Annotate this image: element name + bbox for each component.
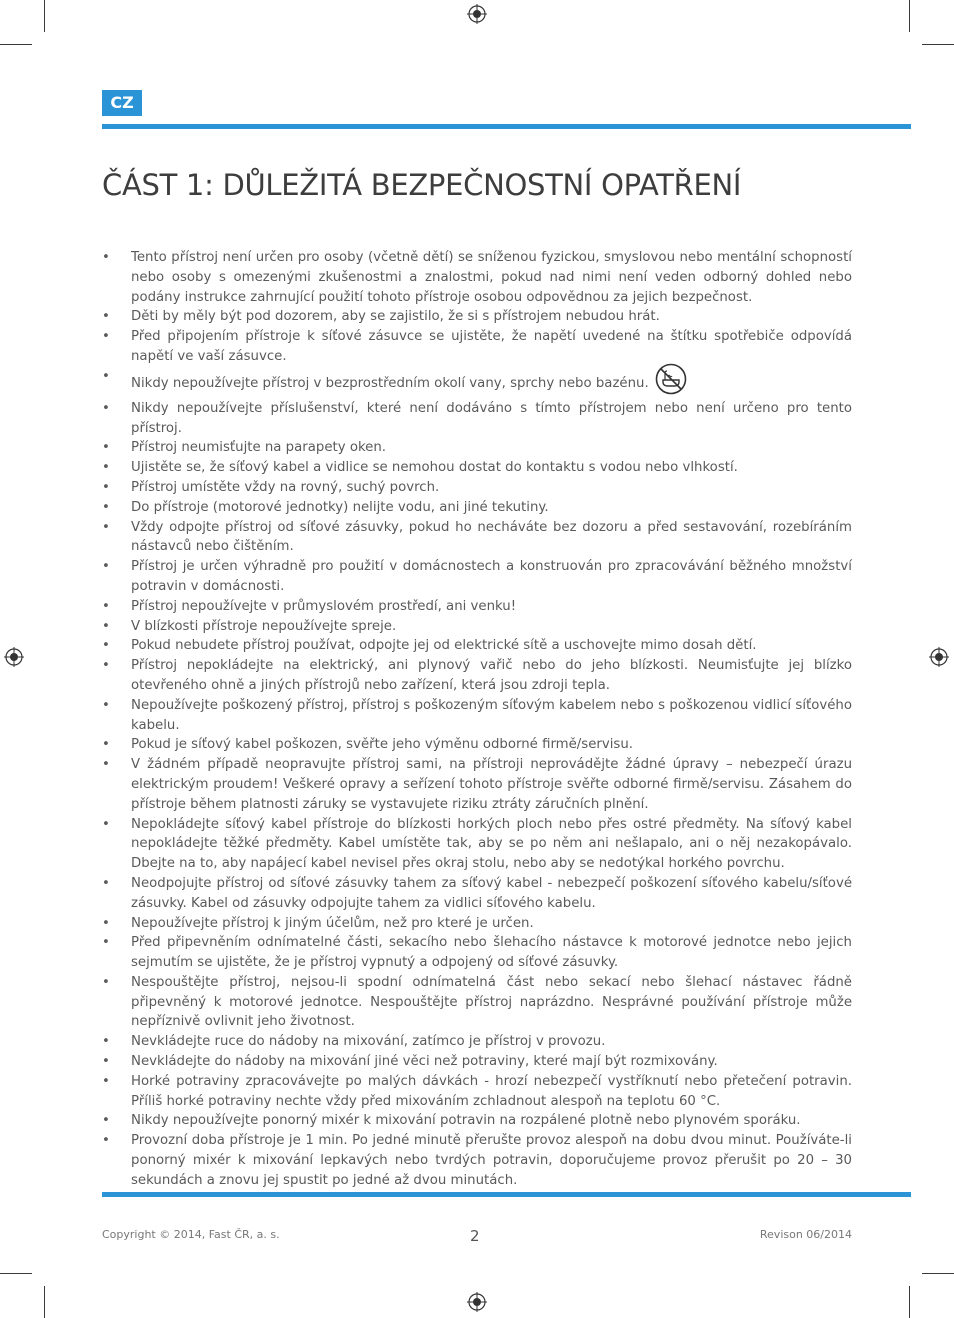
list-item: • V blízkosti přístroje nepoužívejte spreje. [102,617,852,637]
list-item: • Před připojením přístroje k síťové zásuvce se ujistěte, že napětí uvedené na štítku spotřebiče odpovídá napětí ve vaší zásuvce. [102,327,852,367]
list-item: • Nikdy nepoužívejte přístroj v bezprostředním okolí vany, sprchy nebo bazénu. [102,367,852,399]
language-badge: CZ [102,90,142,116]
list-item: • Nespouštějte přístroj, nejsou-li spodní odnímatelná část nebo sekací nebo šlehací nástavec řádně připevněný k motorové jednotce. Nespouštějte přístroj naprázdno. Nesprávné používání přístroje může nepříznivě ovlivnit jeho životnost. [102,973,852,1032]
crop-mark [922,44,954,45]
page-title: ČÁST 1: DŮLEŽITÁ BEZPEČNOSTNÍ OPATŘENÍ [102,168,742,202]
list-item: • Děti by měly být pod dozorem, aby se zajistilo, že si s přístrojem nebudou hrát. [102,307,852,327]
registration-mark-icon [467,1292,487,1312]
crop-mark [44,0,45,32]
crop-mark [0,1273,32,1274]
list-item: • Nevkládejte do nádoby na mixování jiné věci než potraviny, které mají být rozmixovány. [102,1052,852,1072]
list-item: • Vždy odpojte přístroj od síťové zásuvky, pokud ho necháváte bez dozoru a před sestavování, rozebíráním nástavců nebo čištěním. [102,518,852,558]
list-item: • Přístroj umístěte vždy na rovný, suchý povrch. [102,478,852,498]
list-item: • Horké potraviny zpracovávejte po malých dávkách - hrozí nebezpečí vystříknutí nebo přetečení potravin. Příliš horké potraviny nechte vždy před mixováním zchladnout alespoň na teplotu 60 °C. [102,1072,852,1112]
footer-revision: Revison 06/2014 [759,1228,852,1241]
crop-mark [909,1286,910,1318]
list-item: • Neodpojujte přístroj od síťové zásuvky tahem za síťový kabel - nebezpečí poškození síťového kabelu/síťové zásuvky. Kabel od zásuvky odpojujte tahem za vidlici síťového kabelu. [102,874,852,914]
no-bathtub-icon [655,363,687,395]
list-item: • Nepokládejte síťový kabel přístroje do blízkosti horkých ploch nebo přes ostré předměty. Na síťový kabel nepokládejte těžké předměty. Kabel umístěte tak, aby se po něm ani nešlapalo, ani o něj nezakopávalo. Dbejte na to, aby napájecí kabel nevisel přes okraj stolu, nebo aby se nedotýkal horkého povrchu. [102,815,852,874]
list-item: • Provozní doba přístroje je 1 min. Po jedné minutě přerušte provoz alespoň na dobu dvou minut. Používáte-li ponorný mixér k mixování lepkavých nebo tvrdých potravin, doporučujeme provoz přerušit po 20 – 30 sekundách a znovu jej spustit po jedné až dvou minutách. [102,1131,852,1190]
list-item: • V žádném případě neopravujte přístroj sami, na přístroji neprovádějte žádné úpravy – nebezpečí úrazu elektrickým proudem! Veškeré opravy a seřízení tohoto přístroje svěřte odborné firmě/servisu. Zásahem do přístroje během platnosti záruky se vystavujete riziku ztráty záručních plnění. [102,755,852,814]
safety-list [102,248,852,1191]
list-item: • Přístroj neumisťujte na parapety oken. [102,438,852,458]
footer-copyright: Copyright © 2014, Fast ČR, a. s. [102,1228,280,1241]
page-number: 2 [470,1227,480,1245]
header-rule [102,124,911,129]
crop-mark [922,1273,954,1274]
list-item: • Nepoužívejte přístroj k jiným účelům, než pro které je určen. [102,914,852,934]
list-item: • Před připevněním odnímatelné části, sekacího nebo šlehacího nástavce k motorové jednotce nebo jejich sejmutím se ujistěte, že je přístroj vypnutý a odpojený od síťové zásuvky. [102,933,852,973]
list-item: • Nikdy nepoužívejte ponorný mixér k mixování potravin na rozpálené plotně nebo plynovém sporáku. [102,1111,852,1131]
crop-mark [44,1286,45,1318]
footer-rule [102,1192,911,1197]
list-item: • Přístroj je určen výhradně pro použití v domácnostech a konstruován pro zpracovávání běžného množství potravin v domácnosti. [102,557,852,597]
list-item: • Přístroj nepokládejte na elektrický, ani plynový vařič nebo do jeho blízkosti. Neumisťujte jej blízko otevřeného ohně a jiných přístrojů nebo zařízení, která jsou zdroji tepla. [102,656,852,696]
list-item: • Přístroj nepoužívejte v průmyslovém prostředí, ani venku! [102,597,852,617]
list-item: • Ujistěte se, že síťový kabel a vidlice se nemohou dostat do kontaktu s vodou nebo vlhkostí. [102,458,852,478]
registration-mark-icon [467,4,487,24]
list-item: • Nepoužívejte poškozený přístroj, přístroj s poškozeným síťovým kabelem nebo s poškozenou vidlicí síťového kabelu. [102,696,852,736]
list-item: • Nikdy nepoužívejte příslušenství, které není dodáváno s tímto přístrojem nebo není určeno pro tento přístroj. [102,399,852,439]
registration-mark-icon [929,647,949,667]
list-item: • Tento přístroj není určen pro osoby (včetně dětí) se sníženou fyzickou, smyslovou nebo mentální schopností nebo osoby s omezenými zkušenostmi a znalostmi, pokud nad nimi není veden odborný dohled nebo podány instrukce zahrnující použití tohoto přístroje osobou odpovědnou za jejich bezpečnost. [102,248,852,307]
registration-mark-icon [4,647,24,667]
crop-mark [909,0,910,32]
list-item: • Pokud je síťový kabel poškozen, svěřte jeho výměnu odborné firmě/servisu. [102,735,852,755]
list-item: • Pokud nebudete přístroj používat, odpojte jej od elektrické sítě a uschovejte mimo dosah dětí. [102,636,852,656]
list-item: • Do přístroje (motorové jednotky) nelijte vodu, ani jiné tekutiny. [102,498,852,518]
list-item: • Nevkládejte ruce do nádoby na mixování, zatímco je přístroj v provozu. [102,1032,852,1052]
crop-mark [0,44,32,45]
